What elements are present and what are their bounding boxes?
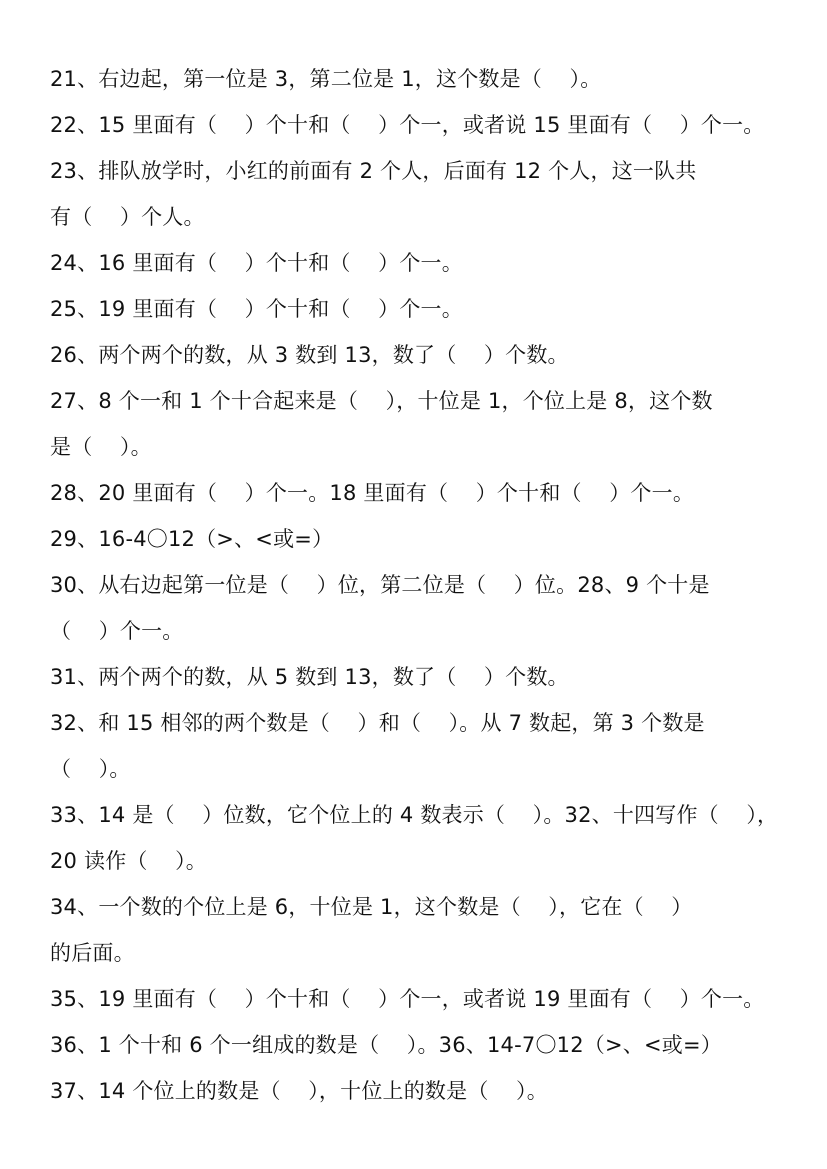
question-34-line-1: 34、一个数的个位上是 6，十位是 1，这个数是（ ），它在（ ） [50,895,693,919]
question-36: 36、1 个十和 6 个一组成的数是（ ）。36、14-7〇12（>、<或=） [50,1033,722,1057]
question-32-line-2: （ ）。 [50,757,131,781]
question-28: 28、20 里面有（ ）个一。18 里面有（ ）个十和（ ）个一。 [50,481,695,505]
question-32-line-1: 32、和 15 相邻的两个数是（ ）和（ ）。从 7 数起，第 3 个数是 [50,711,705,735]
question-33-line-1: 33、14 是（ ）位数，它个位上的 4 数表示（ ）。32、十四写作（ ）， [50,803,779,827]
question-27-line-1: 27、8 个一和 1 个十合起来是（ ），十位是 1，个位上是 8，这个数 [50,389,713,413]
question-25: 25、19 里面有（ ）个十和（ ）个一。 [50,297,463,321]
question-35: 35、19 里面有（ ）个十和（ ）个一，或者说 19 里面有（ ）个一。 [50,987,765,1011]
question-34-line-2: 的后面。 [50,941,135,965]
question-33-line-2: 20 读作（ ）。 [50,849,207,873]
question-31: 31、两个两个的数，从 5 数到 13，数了（ ）个数。 [50,665,569,689]
question-26: 26、两个两个的数，从 3 数到 13，数了（ ）个数。 [50,343,569,367]
worksheet-page [50,56,790,1114]
question-24: 24、16 里面有（ ）个十和（ ）个一。 [50,251,463,275]
question-23-line-2: 有（ ）个人。 [50,205,205,229]
question-23-line-1: 23、排队放学时，小红的前面有 2 个人，后面有 12 个人，这一队共 [50,159,697,183]
question-29: 29、16-4〇12（>、<或=） [50,527,334,551]
question-30-line-2: （ ）个一。 [50,619,184,643]
question-22: 22、15 里面有（ ）个十和（ ）个一，或者说 15 里面有（ ）个一。 [50,113,765,137]
question-30-line-1: 30、从右边起第一位是（ ）位，第二位是（ ）位。28、9 个十是 [50,573,710,597]
question-37: 37、14 个位上的数是（ ），十位上的数是（ ）。 [50,1079,548,1103]
question-21: 21、右边起，第一位是 3，第二位是 1，这个数是（ ）。 [50,67,602,91]
question-27-line-2: 是（ ）。 [50,435,152,459]
